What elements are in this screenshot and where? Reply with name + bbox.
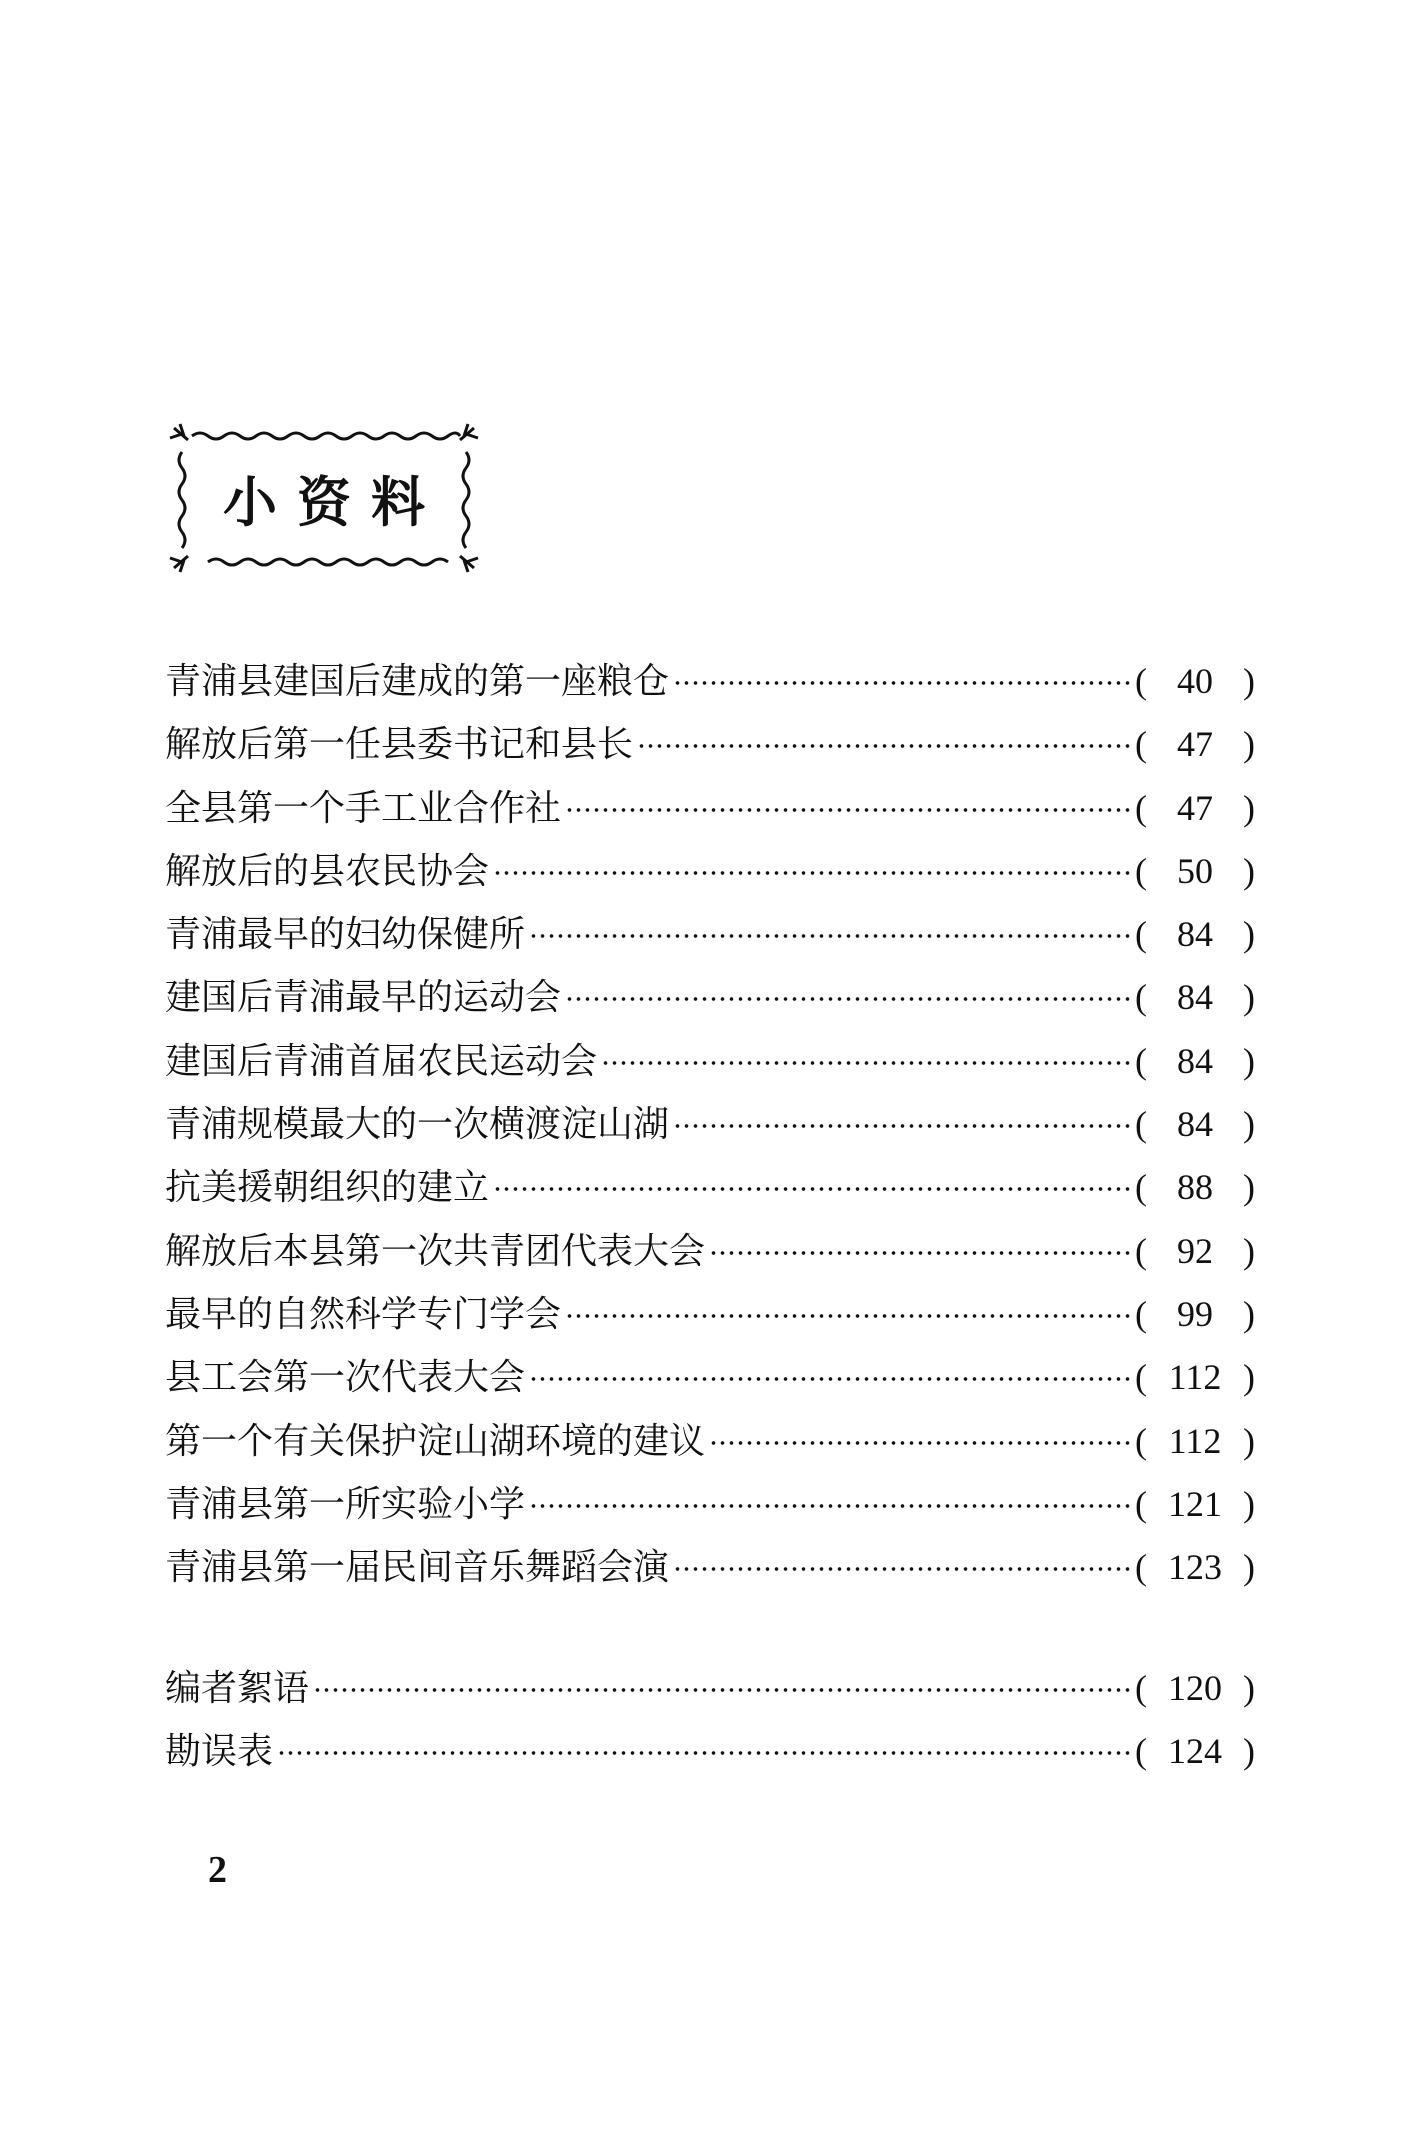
toc-entry (165, 650, 1255, 713)
dot-leader (637, 742, 1131, 750)
toc-entry (165, 1657, 1255, 1720)
dot-leader (529, 1375, 1131, 1383)
toc-entry (165, 1283, 1255, 1346)
page-number: 2 (208, 1849, 227, 1891)
toc-entry-title: 建国后青浦最早的运动会 (165, 977, 562, 1019)
toc-entry-page: ( 84 ) (1135, 914, 1255, 955)
toc-appendix-list (165, 1657, 1255, 1784)
toc-entry (165, 713, 1255, 776)
toc-entry-page: ( 88 ) (1135, 1167, 1255, 1208)
toc-entry-title: 最早的自然科学专门学会 (165, 1293, 562, 1335)
toc-entry (165, 903, 1255, 966)
dot-leader (565, 806, 1131, 814)
dot-leader (673, 1565, 1131, 1573)
toc-entry (165, 1473, 1255, 1536)
toc-entry-page: ( 112 ) (1135, 1357, 1255, 1398)
toc-entry (165, 1536, 1255, 1599)
toc-entry (165, 1156, 1255, 1219)
dot-leader (277, 1749, 1131, 1757)
toc-entry-title: 青浦县建国后建成的第一座粮仓 (165, 661, 670, 702)
toc-entry-page: ( 112 ) (1135, 1420, 1255, 1461)
toc-entry-page: ( 120 ) (1135, 1668, 1255, 1708)
toc-entry-page: ( 123 ) (1135, 1547, 1255, 1588)
toc-entry-title: 解放后本县第一次共青团代表大会 (165, 1230, 706, 1272)
toc-entry-page: ( 124 ) (1135, 1731, 1255, 1772)
toc-entry-title: 解放后第一任县委书记和县长 (165, 724, 634, 766)
toc-list (165, 650, 1255, 1599)
toc-entry-title: 第一个有关保护淀山湖环境的建议 (165, 1420, 706, 1462)
toc-entry-title: 青浦县第一届民间音乐舞蹈会演 (165, 1547, 670, 1589)
toc-entry-page: ( 121 ) (1135, 1483, 1255, 1524)
toc-entry-page: ( 99 ) (1135, 1293, 1255, 1334)
dot-leader (601, 1059, 1131, 1067)
dot-leader (565, 1312, 1131, 1320)
toc-entry (165, 1410, 1255, 1473)
dot-leader (565, 995, 1131, 1003)
dot-leader (709, 1439, 1131, 1447)
toc-entry-page: ( 47 ) (1135, 787, 1255, 828)
dot-leader (673, 679, 1131, 687)
toc-entry-page: ( 92 ) (1135, 1230, 1255, 1271)
toc-entry-title: 青浦规模最大的一次横渡淀山湖 (165, 1104, 670, 1146)
toc-entry (165, 777, 1255, 840)
dot-leader (529, 1502, 1131, 1510)
toc-entry-title: 全县第一个手工业合作社 (165, 787, 562, 829)
dot-leader (673, 1122, 1131, 1130)
toc-entry (165, 840, 1255, 903)
toc-entry-page: ( 40 ) (1135, 661, 1255, 701)
toc-entry-title: 抗美援朝组织的建立 (165, 1167, 490, 1209)
toc-entry-page: ( 84 ) (1135, 1040, 1255, 1081)
dot-leader (709, 1249, 1131, 1257)
toc-entry (165, 966, 1255, 1029)
dot-leader (313, 1686, 1131, 1694)
toc-entry-title: 勘误表 (165, 1731, 274, 1773)
toc-entry (165, 1346, 1255, 1409)
toc-entry-title: 建国后青浦首届农民运动会 (165, 1040, 598, 1082)
toc-entry (165, 1720, 1255, 1783)
toc-entry (165, 1220, 1255, 1283)
toc-entry-page: ( 84 ) (1135, 1104, 1255, 1145)
toc-entry-title: 解放后的县农民协会 (165, 850, 490, 892)
toc-entry-title: 县工会第一次代表大会 (165, 1357, 526, 1399)
toc-entry-page: ( 84 ) (1135, 977, 1255, 1018)
dot-leader (493, 869, 1131, 877)
toc-entry (165, 1093, 1255, 1156)
section-heading-frame (168, 422, 480, 574)
toc-entry (165, 1030, 1255, 1093)
toc-entry-page: ( 50 ) (1135, 850, 1255, 891)
toc-entry-title: 编者絮语 (165, 1668, 310, 1709)
toc-entry-title: 青浦最早的妇幼保健所 (165, 914, 526, 956)
toc-entry-page: ( 47 ) (1135, 724, 1255, 765)
section-title: 小资料 (223, 469, 445, 534)
toc-entry-title: 青浦县第一所实验小学 (165, 1483, 526, 1525)
dot-leader (493, 1185, 1131, 1193)
dot-leader (529, 932, 1131, 940)
